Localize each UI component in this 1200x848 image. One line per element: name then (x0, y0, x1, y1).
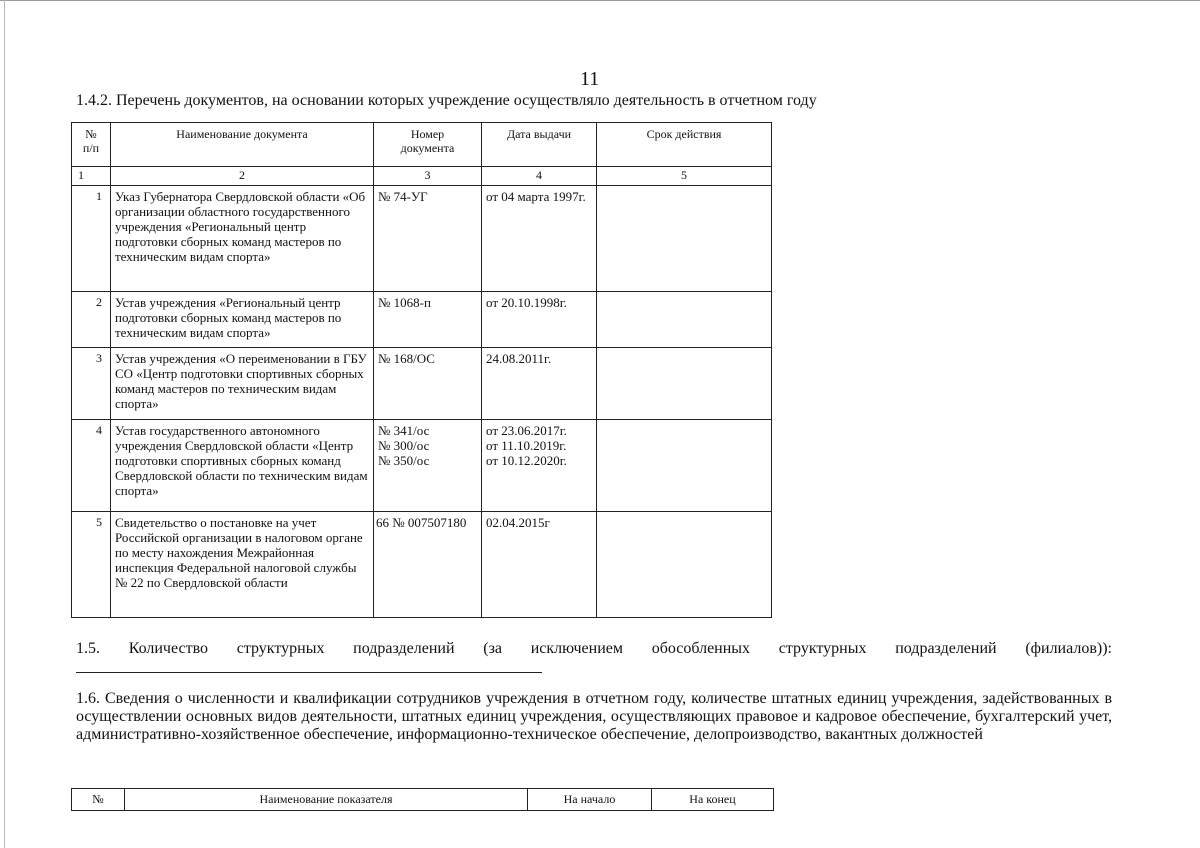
row-document-name: Указ Губернатора Свердловской области «Об организации областного государственного учреждения «Региональный центр подготовки сборных команд мастеров по техническим видам спорта» (111, 186, 374, 292)
row-validity (597, 420, 772, 512)
table-row (72, 512, 772, 618)
column-number: 2 (111, 167, 374, 186)
row-validity (597, 512, 772, 618)
header-validity: Срок действия (597, 123, 772, 167)
row-no: 1 (72, 186, 111, 292)
row-no: 4 (72, 420, 111, 512)
row-document-number: № 1068-п (374, 292, 482, 348)
page-number: 11 (580, 68, 600, 90)
section-15-text: 1.5. Количество структурных подразделений (за исключением обособленных структурных подразделений (филиалов)): (76, 640, 1112, 657)
row-document-name: Устав учреждения «О переименовании в ГБУ СО «Центр подготовки спортивных сборных команд мастеров по техническим видам спорта» (111, 348, 374, 420)
indicators-header-start: На начало (528, 789, 652, 811)
column-number: 4 (482, 167, 597, 186)
row-document-name: Свидетельство о постановке на учет Российской организации в налоговом органе по месту нахождения Межрайонная инспекция Федеральной налоговой службы № 22 по Свердловской области (111, 512, 374, 618)
scan-top-edge (0, 0, 1200, 1)
header-document-name: Наименование документа (111, 123, 374, 167)
indicators-table (71, 788, 774, 811)
fill-in-line (76, 672, 542, 673)
row-no: 5 (72, 512, 111, 618)
column-number: 1 (72, 167, 111, 186)
header-issue-date: Дата выдачи (482, 123, 597, 167)
row-issue-date: от 23.06.2017г. от 11.10.2019г. от 10.12.2020г. (482, 420, 597, 512)
column-number: 3 (374, 167, 482, 186)
table-row (72, 186, 772, 292)
row-issue-date: от 04 марта 1997г. (482, 186, 597, 292)
header-no: № п/п (72, 123, 111, 167)
row-document-number: № 168/ОС (374, 348, 482, 420)
section-142-title: 1.4.2. Перечень документов, на основании которых учреждение осуществляло деятельность в отчетном году (76, 92, 817, 109)
documents-header-row (72, 123, 772, 167)
row-issue-date: 24.08.2011г. (482, 348, 597, 420)
row-issue-date: от 20.10.1998г. (482, 292, 597, 348)
row-issue-date: 02.04.2015г (482, 512, 597, 618)
row-document-name: Устав государственного автономного учреждения Свердловской области «Центр подготовки спортивных сборных команд Свердловской области по техническим видам спорта» (111, 420, 374, 512)
indicators-header-end: На конец (652, 789, 774, 811)
row-no: 2 (72, 292, 111, 348)
header-document-number: Номер документа (374, 123, 482, 167)
row-validity (597, 186, 772, 292)
row-document-number: 66 № 007507180 (374, 512, 482, 618)
row-validity (597, 292, 772, 348)
indicators-header-name: Наименование показателя (125, 789, 528, 811)
table-row (72, 292, 772, 348)
column-numbers-row (72, 167, 772, 186)
documents-table (71, 122, 772, 618)
row-validity (597, 348, 772, 420)
indicators-header-row (72, 789, 774, 811)
indicators-header-no: № (72, 789, 125, 811)
row-no: 3 (72, 348, 111, 420)
column-number: 5 (597, 167, 772, 186)
table-row (72, 420, 772, 512)
scan-left-edge (4, 0, 5, 848)
section-16-text: 1.6. Сведения о численности и квалификации сотрудников учреждения в отчетном году, количестве штатных единиц учреждения, задействованных в осуществлении основных видов деятельности, штатных единиц учреждения, осуществляющих правовое и кадровое обеспечение, бухгалтерский учет, административно-хозяйственное обеспечение, информационно-техническое обеспечение, делопроизводство, вакантных должностей (76, 690, 1112, 743)
row-document-number: № 74-УГ (374, 186, 482, 292)
row-document-number: № 341/ос № 300/ос № 350/ос (374, 420, 482, 512)
row-document-name: Устав учреждения «Региональный центр подготовки сборных команд мастеров по техническим видам спорта» (111, 292, 374, 348)
table-row (72, 348, 772, 420)
